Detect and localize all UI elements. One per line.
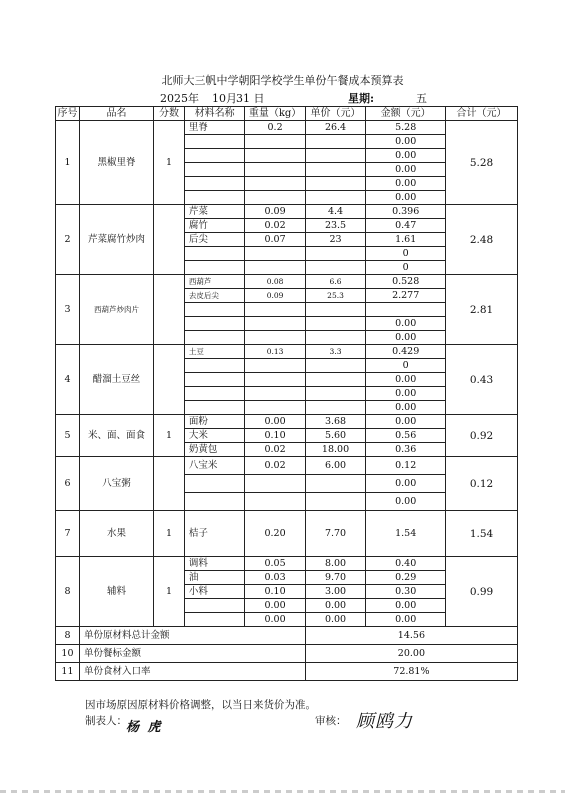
cell-weight: 0.02 — [245, 219, 305, 233]
cell-price: 6.6 — [305, 275, 365, 289]
column-header: 品名 — [79, 107, 153, 121]
dish-name: 辅料 — [79, 557, 153, 627]
cell-weight — [245, 317, 305, 331]
cell-price — [305, 261, 365, 275]
column-header: 重量（kg） — [245, 107, 305, 121]
cell-price: 18.00 — [305, 443, 365, 457]
cell-price: 23 — [305, 233, 365, 247]
dish-portion — [154, 345, 185, 415]
dish-number: 4 — [56, 345, 80, 415]
cell-weight: 0.07 — [245, 233, 305, 247]
cell-weight: 0.10 — [245, 429, 305, 443]
cell-weight: 0.20 — [245, 511, 305, 557]
header-row — [56, 107, 518, 121]
cost-budget-table — [55, 106, 518, 681]
column-header: 序号 — [57, 107, 78, 119]
date-month: 10月 — [212, 92, 237, 105]
cell-material — [184, 303, 244, 317]
reviewer-label: 审核： — [315, 715, 347, 727]
cell-material — [184, 475, 244, 493]
dish-name: 八宝粥 — [79, 457, 153, 511]
cell-price: 0.00 — [305, 599, 365, 613]
cell-material: 调料 — [184, 557, 244, 571]
cell-amount: 0.00 — [366, 163, 446, 177]
column-header: 单价（元） — [305, 107, 365, 121]
dish-total: 0.99 — [446, 557, 518, 627]
table-row — [56, 275, 518, 289]
cell-price: 23.5 — [305, 219, 365, 233]
cell-price — [305, 191, 365, 205]
cell-amount: 0.00 — [366, 493, 446, 511]
table-row — [56, 121, 518, 135]
cell-material — [184, 387, 244, 401]
cell-material — [184, 149, 244, 163]
cell-amount: 0.00 — [366, 331, 446, 345]
cell-price — [305, 163, 365, 177]
cell-weight: 0.09 — [245, 289, 305, 303]
dish-number: 6 — [56, 457, 80, 511]
dish-name: 米、面、面食 — [79, 415, 153, 457]
cell-weight: 0.00 — [245, 613, 305, 627]
dish-name: 醋溜土豆丝 — [79, 345, 153, 415]
cell-material — [184, 261, 244, 275]
dish-portion: 1 — [154, 557, 185, 627]
cell-amount: 0.00 — [366, 401, 446, 415]
dish-number: 3 — [56, 275, 80, 345]
dish-number: 7 — [56, 511, 80, 557]
date-year: 2025年 — [160, 92, 199, 105]
cell-weight — [245, 261, 305, 275]
summary-number: 10 — [56, 645, 80, 663]
cell-weight — [245, 163, 305, 177]
dish-number: 5 — [56, 415, 80, 457]
cell-amount: 0 — [366, 261, 446, 275]
column-header: 合计（元） — [446, 107, 518, 121]
summary-row — [56, 627, 518, 645]
column-header: 金额（元） — [366, 107, 446, 121]
cell-material — [184, 135, 244, 149]
cell-material: 去皮后尖 — [184, 289, 244, 303]
cell-material: 后尖 — [184, 233, 244, 247]
dish-number: 8 — [56, 557, 80, 627]
cell-price — [305, 493, 365, 511]
cell-weight: 0.02 — [245, 457, 305, 475]
summary-row — [56, 645, 518, 663]
summary-value: 20.00 — [305, 645, 517, 663]
cell-price: 7.70 — [305, 511, 365, 557]
cell-amount: 0.00 — [366, 613, 446, 627]
cell-amount: 1.54 — [366, 511, 446, 557]
dish-name: 芹菜腐竹炒肉 — [79, 205, 153, 275]
table-row — [56, 557, 518, 571]
cell-price — [305, 149, 365, 163]
cell-price: 26.4 — [305, 121, 365, 135]
table-row — [56, 205, 518, 219]
dish-total: 0.43 — [446, 345, 518, 415]
dish-name: 水果 — [79, 511, 153, 557]
cell-weight: 0.2 — [245, 121, 305, 135]
table-row — [56, 415, 518, 429]
cell-material — [184, 191, 244, 205]
cell-material: 八宝米 — [184, 457, 244, 475]
cell-amount: 5.28 — [366, 121, 446, 135]
cell-price — [305, 387, 365, 401]
cell-amount: 0.47 — [366, 219, 446, 233]
cell-amount: 1.61 — [366, 233, 446, 247]
summary-number: 11 — [56, 663, 80, 681]
cell-price — [305, 373, 365, 387]
cell-weight: 0.13 — [245, 345, 305, 359]
cell-material: 芹菜 — [184, 205, 244, 219]
cell-price: 5.60 — [305, 429, 365, 443]
cell-material — [184, 373, 244, 387]
cell-amount: 0.00 — [366, 387, 446, 401]
cell-amount: 0.429 — [366, 345, 446, 359]
cell-weight: 0.05 — [245, 557, 305, 571]
cell-material — [184, 359, 244, 373]
cell-weight — [245, 177, 305, 191]
dish-portion — [154, 275, 185, 345]
document-title: 北师大三帆中学朝阳学校学生单份午餐成本预算表 — [161, 74, 404, 87]
cell-weight: 0.08 — [245, 275, 305, 289]
weekday-label: 星期: — [348, 92, 375, 105]
summary-number: 8 — [56, 627, 80, 645]
cell-weight — [245, 303, 305, 317]
cell-weight: 0.00 — [245, 599, 305, 613]
cell-material: 土豆 — [184, 345, 244, 359]
cell-material: 奶黄包 — [184, 443, 244, 457]
cell-material — [184, 613, 244, 627]
maker-label: 制表人： — [85, 715, 127, 727]
column-header: 分数 — [154, 107, 185, 121]
cell-material: 腐竹 — [184, 219, 244, 233]
summary-label: 单份食材入口率 — [79, 663, 305, 681]
summary-value: 14.56 — [305, 627, 517, 645]
cell-price: 3.00 — [305, 585, 365, 599]
price-note: 因市场原因原材料价格调整，以当日来货价为准。 — [85, 699, 316, 711]
date-day: 31 日 — [236, 92, 265, 105]
dish-total: 1.54 — [446, 511, 518, 557]
cell-weight — [245, 359, 305, 373]
dish-total: 2.48 — [446, 205, 518, 275]
dish-total: 0.92 — [446, 415, 518, 457]
cell-amount: 0.00 — [366, 373, 446, 387]
cell-price — [305, 135, 365, 149]
weekday-value: 五 — [416, 92, 427, 105]
cell-amount: 2.277 — [366, 289, 446, 303]
summary-value: 72.81% — [305, 663, 517, 681]
cell-amount: 0.12 — [366, 457, 446, 475]
dish-portion: 1 — [154, 415, 185, 457]
cell-price — [305, 401, 365, 415]
cell-price — [305, 331, 365, 345]
cell-price — [305, 317, 365, 331]
cell-material — [184, 177, 244, 191]
cell-price: 3.3 — [305, 345, 365, 359]
cell-amount: 0.56 — [366, 429, 446, 443]
cell-weight: 0.02 — [245, 443, 305, 457]
cell-weight: 0.00 — [245, 415, 305, 429]
reviewer-signature: 顾鸥力 — [356, 711, 413, 732]
dish-name: 西葫芦炒肉片 — [79, 275, 153, 345]
cell-price: 9.70 — [305, 571, 365, 585]
cell-weight — [245, 149, 305, 163]
summary-label: 单份餐标金额 — [79, 645, 305, 663]
cell-amount: 0.30 — [366, 585, 446, 599]
cell-weight — [245, 387, 305, 401]
cell-material: 大米 — [184, 429, 244, 443]
cell-weight — [245, 493, 305, 511]
dish-portion: 1 — [154, 121, 185, 205]
maker-signature: 杨 虎 — [126, 720, 163, 735]
cell-weight: 0.03 — [245, 571, 305, 585]
cell-material: 小料 — [184, 585, 244, 599]
cell-price: 25.3 — [305, 289, 365, 303]
cell-amount: 0.00 — [366, 149, 446, 163]
dish-number: 1 — [56, 121, 80, 205]
cell-amount: 0.528 — [366, 275, 446, 289]
dish-name: 黑椒里脊 — [79, 121, 153, 205]
cell-price — [305, 177, 365, 191]
summary-label: 单份原材料总计金额 — [79, 627, 305, 645]
cell-amount: 0.40 — [366, 557, 446, 571]
cell-amount: 0.396 — [366, 205, 446, 219]
cell-amount: 0.00 — [366, 191, 446, 205]
cell-price: 6.00 — [305, 457, 365, 475]
dish-total: 2.81 — [446, 275, 518, 345]
cell-price — [305, 247, 365, 261]
cell-material: 西葫芦 — [184, 275, 244, 289]
cell-material — [184, 493, 244, 511]
table-row — [56, 511, 518, 557]
cell-weight — [245, 373, 305, 387]
cell-material — [184, 331, 244, 345]
cell-amount — [366, 303, 446, 317]
dish-total: 5.28 — [446, 121, 518, 205]
cell-amount: 0.36 — [366, 443, 446, 457]
dish-portion: 1 — [154, 511, 185, 557]
cell-price: 3.68 — [305, 415, 365, 429]
cell-weight — [245, 331, 305, 345]
cell-material — [184, 317, 244, 331]
cell-price — [305, 359, 365, 373]
table-row — [56, 345, 518, 359]
cell-weight: 0.10 — [245, 585, 305, 599]
cell-material: 油 — [184, 571, 244, 585]
cell-amount: 0.00 — [366, 135, 446, 149]
cell-material: 面粉 — [184, 415, 244, 429]
cell-amount: 0.00 — [366, 475, 446, 493]
dish-portion — [154, 205, 185, 275]
summary-row — [56, 663, 518, 681]
cell-price: 0.00 — [305, 613, 365, 627]
scan-noise — [0, 790, 565, 793]
cell-price — [305, 475, 365, 493]
cell-price — [305, 303, 365, 317]
cell-weight: 0.09 — [245, 205, 305, 219]
cell-weight — [245, 191, 305, 205]
cell-material: 桔子 — [184, 511, 244, 557]
cell-material: 里脊 — [184, 121, 244, 135]
dish-total: 0.12 — [446, 457, 518, 511]
cell-material — [184, 599, 244, 613]
cell-price: 8.00 — [305, 557, 365, 571]
cell-price: 4.4 — [305, 205, 365, 219]
cell-weight — [245, 401, 305, 415]
cell-weight — [245, 135, 305, 149]
cell-amount: 0 — [366, 247, 446, 261]
dish-number: 2 — [56, 205, 80, 275]
dish-portion — [154, 457, 185, 511]
cell-amount: 0.00 — [366, 317, 446, 331]
cell-material — [184, 163, 244, 177]
column-header: 材料名称 — [184, 107, 244, 121]
cell-amount: 0.00 — [366, 415, 446, 429]
cell-amount: 0.00 — [366, 177, 446, 191]
cell-weight — [245, 475, 305, 493]
cell-material — [184, 401, 244, 415]
cell-weight — [245, 247, 305, 261]
cell-amount: 0 — [366, 359, 446, 373]
table-row — [56, 457, 518, 475]
cell-amount: 0.29 — [366, 571, 446, 585]
cell-amount: 0.00 — [366, 599, 446, 613]
cell-material — [184, 247, 244, 261]
